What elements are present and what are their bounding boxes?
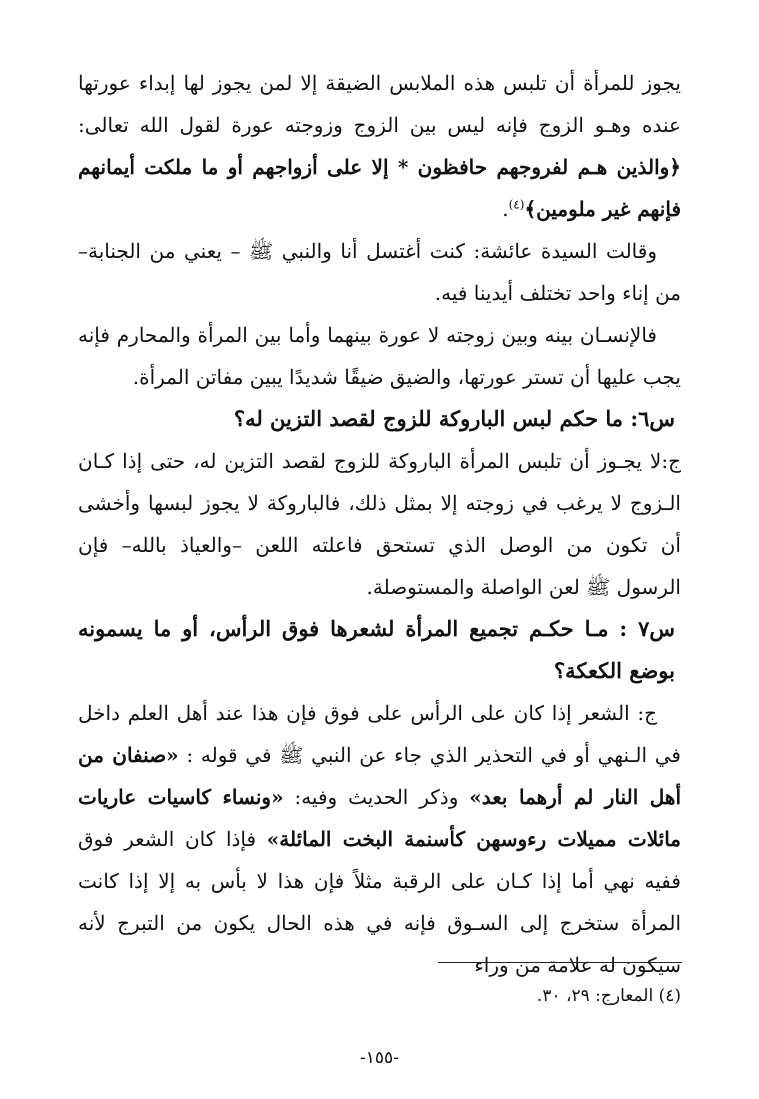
- hadith-quote: «ونساء كاسيات عاريات مائلات مميلات رءوسهن كأسنمة البخت المائلة»: [78, 785, 682, 851]
- answer-text: وذكر الحديث وفيه:: [283, 785, 470, 809]
- answer-text: ج: الشعر إذا كان على الرأس على فوق فإن هذا عند أهل العلم داخل في الـنهي أو في التحذير الذي جاء عن النبي ﷺ في قوله :: [78, 701, 681, 767]
- answer-paragraph: [78, 440, 681, 608]
- question-heading: [78, 608, 681, 692]
- question-text: س٦: ما حكم لبس الباروكة للزوج لقصد التزين له؟: [233, 406, 675, 431]
- paragraph-end: .: [502, 197, 509, 221]
- body-text: [78, 62, 681, 986]
- paragraph-text: يجوز للمرأة أن تلبس هذه الملابس الضيقة إلا لمن يجوز لها إبداء عورتها عنده وهـو الزوج فإنه ليس بين الزوج وزوجته عورة لقول الله تعالى:: [78, 71, 681, 137]
- paragraph: [78, 230, 681, 314]
- answer-text: فإذا كان الشعر فوق ففيه نهي أما إذا كـان على الرقبة مثلاً فإن هذا لا بأس به إلا إذا كانت المرأة ستخرج إلى السـوق فإنه في هذه الحال يكون من التبرج لأنه سيكون له علامة من وراء: [78, 827, 681, 977]
- hadith-quote: «صنفان من أهل النار لم أرهما بعد»: [78, 743, 681, 809]
- question-text: س٧ : مـا حكـم تجميع المرأة لشعرها فوق الرأس، أو ما يسمونه بوضع الكعكة؟: [78, 616, 675, 683]
- answer-paragraph: [78, 692, 681, 986]
- paragraph: [78, 62, 681, 230]
- paragraph: [78, 314, 681, 398]
- footnote-ref: (٤): [508, 197, 525, 212]
- quran-verse: ﴿والذين هـم لفروجهم حافظون * إلا على أزواجهم أو ما ملكت أيمانهم فإنهم غير ملومين﴾: [78, 155, 681, 221]
- footnote: (٤) المعارج: ٢٩، ٣٠.: [536, 986, 681, 1006]
- paragraph-text: وقالت السيدة عائشة: كنت أغتسل أنا والنبي ﷺ – يعني من الجنابة– من إناء واحد تختلف أيدينا فيه.: [78, 239, 681, 305]
- footnote-separator: [438, 962, 682, 963]
- question-heading: [78, 398, 681, 440]
- paragraph-text: فالإنسـان بينه وبين زوجته لا عورة بينهما وأما بين المرأة والمحارم فإنه يجب عليها أن تستر عورتها، والضيق ضيقًا شديدًا يبين مفاتن المرأة.: [78, 323, 681, 389]
- page-number: -١٥٥-: [360, 1048, 399, 1068]
- answer-text: ج:لا يجـوز أن تلبس المرأة الباروكة للزوج لقصد التزين له، حتى إذا كـان الـزوج لا يرغب في زوجته إلا بمثل ذلك، فالباروكة لا يجوز لبسها وأخشى أن تكون من الوصل الذي تستحق فاعلته اللعن –والعياذ بالله– فإن الرسول ﷺ لعن الواصلة والمستوصلة.: [78, 449, 681, 599]
